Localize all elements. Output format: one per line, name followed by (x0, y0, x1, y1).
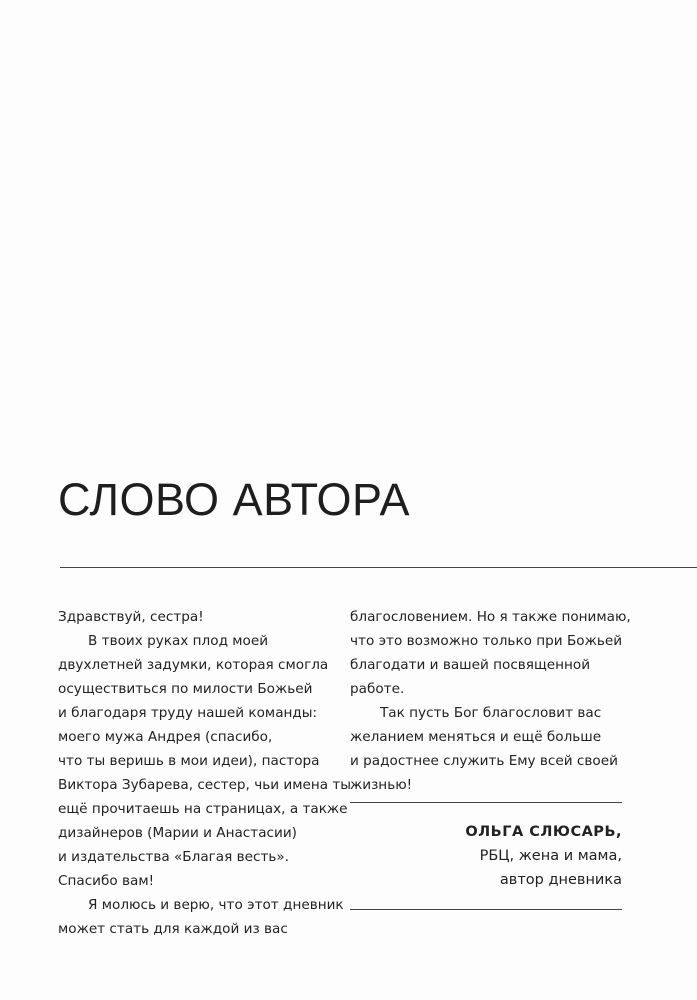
author-role: автор дневника (499, 872, 622, 888)
title-divider (60, 567, 697, 568)
text-line: желанием меняться и ещё больше (350, 729, 602, 745)
left-column (58, 605, 351, 941)
signature-top-rule (350, 802, 622, 803)
text-line: благословением. Но я также понимаю, (350, 609, 631, 625)
author-role: РБЦ, жена и мама, (479, 848, 622, 864)
text-line: благодати и вашей посвященной (350, 657, 591, 673)
text-line: и благодаря труду нашей команды: (58, 705, 318, 721)
text-line: Виктора Зубарева, сестер, чьи имена ты (58, 777, 352, 793)
text-line: ещё прочитаешь на страницах, а также (58, 801, 348, 817)
right-column (350, 605, 631, 797)
author-name: ОЛЬГА СЛЮСАРЬ, (465, 824, 622, 840)
text-line: что ты веришь в мои идеи), пастора (58, 753, 320, 769)
text-line: жизнью! (350, 777, 413, 793)
text-line: и издательства «Благая весть». (58, 849, 290, 865)
text-line: Здравствуй, сестра! (58, 609, 204, 625)
text-line: Так пусть Бог благословит вас (380, 705, 602, 721)
text-line: дизайнеров (Марии и Анастасии) (58, 825, 297, 841)
text-line: Спасибо вам! (58, 873, 155, 889)
text-line: Я молюсь и верю, что этот дневник (88, 897, 344, 913)
text-line: моего мужа Андрея (спасибо, (58, 729, 273, 745)
text-line: двухлетней задумки, которая смогла (58, 657, 329, 673)
text-line: может стать для каждой из вас (58, 921, 288, 937)
text-line: работе. (350, 681, 405, 697)
page-title: СЛОВО АВТОРА (58, 474, 411, 525)
text-line: осуществиться по милости Божьей (58, 681, 313, 697)
text-line: и радостнее служить Ему всей своей (350, 753, 618, 769)
text-line: В твоих руках плод моей (88, 633, 269, 649)
text-line: что это возможно только при Божьей (350, 633, 623, 649)
signature (350, 820, 622, 892)
signature-bottom-rule (350, 909, 622, 910)
